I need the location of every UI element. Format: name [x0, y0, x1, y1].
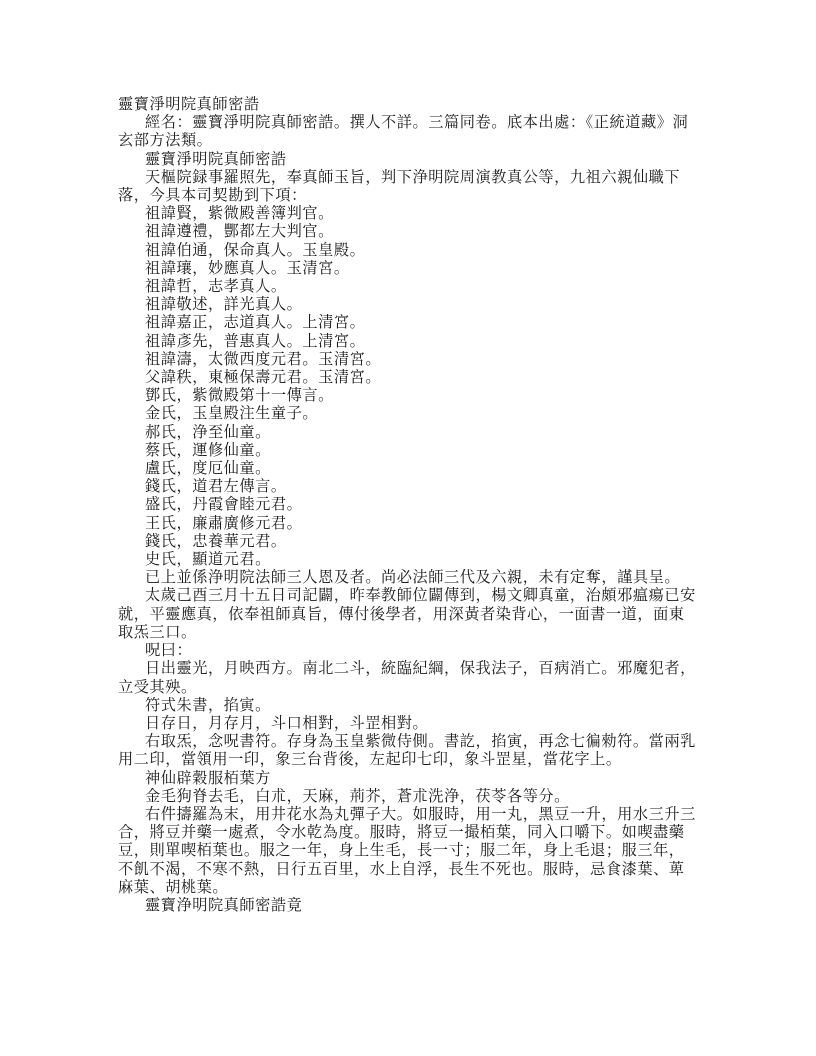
list-item: 祖諱伯通，保命真人。玉皇殿。	[145, 240, 366, 259]
incantation-text: 日出靈光，月映西方。南北二斗，統臨紀綱，保我法子，百病消亡。邪魔犯者，立受其殃。	[118, 659, 696, 696]
paragraph: 右取炁，念呪書符。存身為玉皇紫微侍側。書訖，掐寅，再念七徧勑符。當兩乳用二印，當領用一印，象三台背後，左起印七印，象斗罡星，當花字上。	[118, 732, 696, 769]
list-item: 史氏，顯道元君。	[145, 550, 271, 569]
list-item: 父諱秩，東極保壽元君。玉清宮。	[145, 368, 382, 387]
list-item: 祖諱嘉正，志道真人。上清宮。	[145, 313, 366, 332]
document-page	[118, 95, 700, 914]
list-item: 鄧氏，紫微殿第十一傳言。	[145, 386, 334, 405]
list-item: 盛氏，丹霞會睦元君。	[145, 495, 303, 514]
list-item: 祖諱哲，志孝真人。	[145, 277, 287, 296]
section-heading: 靈寶淨明院真師密誥	[145, 149, 287, 168]
paragraph: 日存日，月存月，斗口相對，斗罡相對。	[145, 713, 429, 732]
list-item: 祖諱瓖，妙應真人。玉清宮。	[145, 258, 350, 277]
list-item: 祖諱敬述，詳光真人。	[145, 295, 303, 314]
paragraph: 符式朱書，掐寅。	[145, 695, 271, 714]
list-item: 金氏，玉皇殿注生童子。	[145, 404, 319, 423]
paragraph: 太歲己酉三月十五日司記闢，昨奉教師位闢傳到，楊文卿真童，治頗邪瘟瘍已安就，平靈應真，依奉祖師真旨，傳付後學者，用深黃者染背心，一面書一道，面東取炁三口。	[118, 586, 696, 641]
recipe-ingredients: 金毛狗脊去毛，白朮，天麻，荊芥，蒼朮洗浄，茯苓各等分。	[145, 786, 570, 805]
list-item: 蔡氏，運修仙童。	[145, 440, 271, 459]
scripture-info: 經名：靈寶淨明院真師密誥。撰人不詳。三篇同卷。底本出處：《正統道藏》洞玄部方法類。	[118, 113, 689, 150]
list-item: 祖諱遵禮，酆都左大判官。	[145, 222, 334, 241]
document-title: 靈寶淨明院真師密誥	[118, 95, 260, 113]
list-item: 王氏，廉肅廣修元君。	[145, 513, 303, 532]
list-item: 郝氏，浄至仙童。	[145, 422, 271, 441]
section-heading: 神仙辟穀服栢葉方	[145, 768, 271, 787]
list-item: 祖諱賢，紫微殿善簿判官。	[145, 204, 334, 223]
document-end: 靈寶浄明院真師密誥竟	[145, 895, 303, 914]
recipe-instructions: 右件擣羅為末，用井花水為丸彈子大。如服時，用一丸，黑豆一升，用水三升三合，將豆并藥一處煮，令水乾為度。服時，將豆一撮栢葉，同入口嚼下。如喫盡藥豆，則單喫栢葉也。服之一年，身上生毛，長一寸；服二年，身上毛退；服三年，不飢不渴，不寒不熱，日行五百里，水上自浮，長生不死也。服時，忌食漆葉、萆麻葉、胡桃葉。	[118, 804, 696, 896]
list-item: 祖諱濤，太微西度元君。玉清宮。	[145, 349, 382, 368]
list-item: 錢氏，忠養華元君。	[145, 531, 287, 550]
list-item: 盧氏，度厄仙童。	[145, 459, 271, 478]
paragraph: 天樞院録事羅照先，奉真師玉旨，判下浄明院周演教真公等，九祖六親仙職下落，今具本司契勘到下項：	[118, 167, 681, 205]
list-item: 祖諱彥先，普惠真人。上清宮。	[145, 331, 366, 350]
paragraph: 已上並係浄明院法師三人恩及者。尚必法師三代及六親，未有定奪，謹具呈。	[145, 568, 681, 587]
list-item: 錢氏，道君左傳言。	[145, 477, 287, 496]
incantation-label: 呪曰：	[145, 641, 193, 660]
